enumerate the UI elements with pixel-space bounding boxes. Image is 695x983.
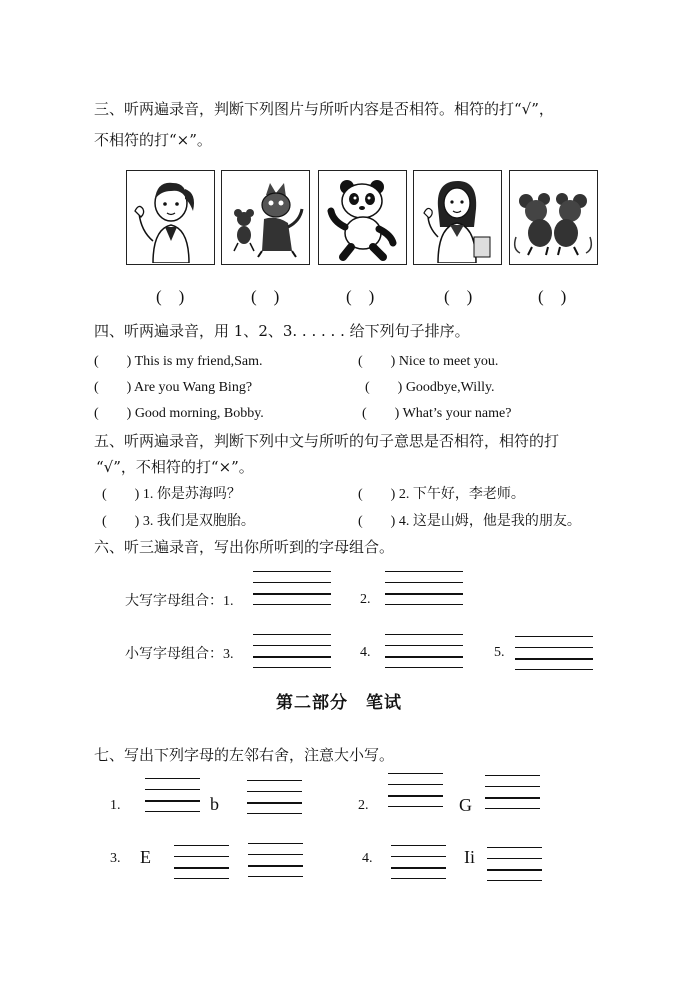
s7-number-2: 2. bbox=[358, 798, 369, 813]
section5-item-4[interactable]: ( ) 4. 这是山姆，他是我的朋友。 bbox=[358, 514, 581, 529]
section5-item-2[interactable]: ( ) 2. 下午好，李老师。 bbox=[358, 487, 525, 502]
writing-lines-5[interactable] bbox=[515, 636, 593, 670]
section4-instruction: 四、听两遍录音，用 1、2、3. . . . . . 给下列句子排序。 bbox=[94, 322, 470, 340]
cat-and-mouse-icon bbox=[222, 171, 308, 263]
panda-icon bbox=[319, 171, 405, 263]
section7-instruction: 七、写出下列字母的左邻右舍，注意大小写。 bbox=[94, 746, 395, 764]
section4-sentence-3[interactable]: ( ) Are you Wang Bing? bbox=[94, 380, 253, 395]
picture-5-answer-blank[interactable]: ( ) bbox=[538, 287, 567, 306]
writing-lines-1[interactable] bbox=[253, 571, 331, 605]
s7-letter-b: b bbox=[210, 794, 219, 814]
s7-letter-E: E bbox=[140, 847, 151, 867]
s7-writing-lines-3b[interactable] bbox=[248, 843, 303, 877]
woman-teacher-icon bbox=[414, 171, 500, 263]
s7-writing-lines-3a[interactable] bbox=[174, 845, 229, 879]
s7-writing-lines-2b[interactable] bbox=[485, 775, 540, 809]
section5-item-3[interactable]: ( ) 3. 我们是双胞胎。 bbox=[102, 514, 255, 529]
writing-lines-4[interactable] bbox=[385, 634, 463, 668]
picture-3-panda bbox=[318, 170, 407, 265]
writing-lines-2[interactable] bbox=[385, 571, 463, 605]
writing-lines-3[interactable] bbox=[253, 634, 331, 668]
s7-number-3: 3. bbox=[110, 851, 121, 866]
s7-writing-lines-1b[interactable] bbox=[247, 780, 302, 814]
section4-sentence-1[interactable]: ( ) This is my friend,Sam. bbox=[94, 354, 263, 369]
number-5: 5. bbox=[494, 645, 505, 660]
girl-waving-icon bbox=[127, 171, 213, 263]
s7-number-1: 1. bbox=[110, 798, 121, 813]
lowercase-label: 小写字母组合：3. bbox=[125, 647, 234, 662]
section6-instruction: 六、听三遍录音，写出你所听到的字母组合。 bbox=[94, 538, 395, 556]
s7-letter-G: G bbox=[459, 795, 472, 815]
picture-4-woman-teacher bbox=[413, 170, 502, 265]
s7-number-4: 4. bbox=[362, 851, 373, 866]
uppercase-label: 大写字母组合：1. bbox=[125, 594, 234, 609]
s7-letter-Ii: Ii bbox=[464, 847, 475, 867]
picture-1-girl-waving bbox=[126, 170, 215, 265]
s7-writing-lines-4b[interactable] bbox=[487, 847, 542, 881]
s7-writing-lines-1a[interactable] bbox=[145, 778, 200, 812]
picture-5-two-mice bbox=[509, 170, 598, 265]
number-2: 2. bbox=[360, 592, 371, 607]
part2-title: 第二部分 笔试 bbox=[276, 693, 402, 713]
section4-sentence-4[interactable]: ( ) Goodbye,Willy. bbox=[365, 380, 495, 395]
two-mice-icon bbox=[510, 171, 596, 263]
section3-instruction-line2: 不相符的打“×”。 bbox=[94, 131, 212, 149]
section4-sentence-6[interactable]: ( ) What’s your name? bbox=[362, 406, 512, 421]
number-4: 4. bbox=[360, 645, 371, 660]
section5-item-1[interactable]: ( ) 1. 你是苏海吗？ bbox=[102, 487, 241, 502]
section3-instruction-line1: 三、听两遍录音，判断下列图片与所听内容是否相符。相符的打“√”， bbox=[94, 100, 554, 118]
section4-sentence-2[interactable]: ( ) Nice to meet you. bbox=[358, 354, 499, 369]
s7-writing-lines-4a[interactable] bbox=[391, 845, 446, 879]
picture-3-answer-blank[interactable]: ( ) bbox=[346, 287, 375, 306]
section5-instruction-line1: 五、听两遍录音，判断下列中文与所听的句子意思是否相符，相符的打 bbox=[94, 432, 560, 450]
picture-4-answer-blank[interactable]: ( ) bbox=[444, 287, 473, 306]
section5-instruction-line2: “√”，不相符的打“×”。 bbox=[96, 458, 254, 476]
section4-sentence-5[interactable]: ( ) Good morning, Bobby. bbox=[94, 406, 264, 421]
picture-1-answer-blank[interactable]: ( ) bbox=[156, 287, 185, 306]
picture-2-answer-blank[interactable]: ( ) bbox=[251, 287, 280, 306]
picture-2-cat-and-mouse bbox=[221, 170, 310, 265]
s7-writing-lines-2a[interactable] bbox=[388, 773, 443, 807]
